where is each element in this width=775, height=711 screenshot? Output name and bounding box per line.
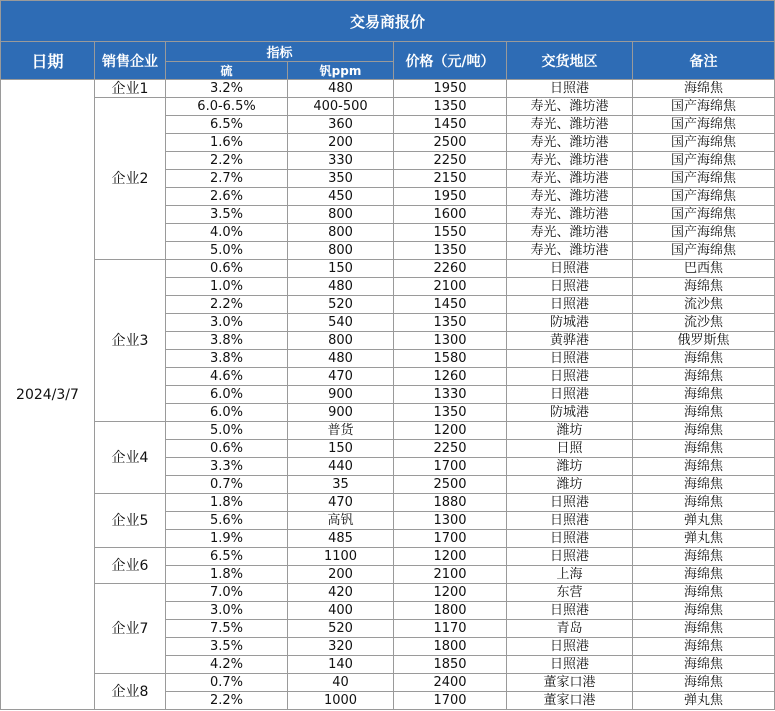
remark-cell[interactable]: 海绵焦 xyxy=(633,602,775,620)
location-cell[interactable]: 日照港 xyxy=(507,494,633,512)
remark-cell[interactable]: 国产海绵焦 xyxy=(633,242,775,260)
location-cell[interactable]: 黄骅港 xyxy=(507,332,633,350)
location-cell[interactable]: 日照港 xyxy=(507,638,633,656)
vanadium-cell[interactable]: 480 xyxy=(288,350,394,368)
header-vanadium[interactable]: 钒ppm xyxy=(288,62,394,80)
location-cell[interactable]: 日照港 xyxy=(507,530,633,548)
sulfur-cell[interactable]: 4.2% xyxy=(166,656,288,674)
vanadium-cell[interactable]: 1100 xyxy=(288,548,394,566)
price-cell[interactable]: 1450 xyxy=(394,116,507,134)
remark-cell[interactable]: 海绵焦 xyxy=(633,566,775,584)
vanadium-cell[interactable]: 330 xyxy=(288,152,394,170)
date-cell[interactable]: 2024/3/7 xyxy=(1,80,95,710)
sulfur-cell[interactable]: 2.2% xyxy=(166,692,288,710)
vanadium-cell[interactable]: 900 xyxy=(288,404,394,422)
remark-cell[interactable]: 海绵焦 xyxy=(633,80,775,98)
sulfur-cell[interactable]: 1.8% xyxy=(166,494,288,512)
sulfur-cell[interactable]: 3.5% xyxy=(166,206,288,224)
vanadium-cell[interactable]: 480 xyxy=(288,80,394,98)
vanadium-cell[interactable]: 400-500 xyxy=(288,98,394,116)
price-cell[interactable]: 1200 xyxy=(394,548,507,566)
remark-cell[interactable]: 海绵焦 xyxy=(633,476,775,494)
sulfur-cell[interactable]: 2.7% xyxy=(166,170,288,188)
remark-cell[interactable]: 国产海绵焦 xyxy=(633,152,775,170)
sulfur-cell[interactable]: 5.0% xyxy=(166,242,288,260)
location-cell[interactable]: 日照港 xyxy=(507,548,633,566)
remark-cell[interactable]: 海绵焦 xyxy=(633,350,775,368)
sulfur-cell[interactable]: 3.8% xyxy=(166,332,288,350)
sulfur-cell[interactable]: 6.0% xyxy=(166,404,288,422)
remark-cell[interactable]: 国产海绵焦 xyxy=(633,134,775,152)
price-cell[interactable]: 2250 xyxy=(394,440,507,458)
location-cell[interactable]: 日照港 xyxy=(507,656,633,674)
remark-cell[interactable]: 海绵焦 xyxy=(633,458,775,476)
location-cell[interactable]: 防城港 xyxy=(507,404,633,422)
sulfur-cell[interactable]: 0.7% xyxy=(166,674,288,692)
remark-cell[interactable]: 弹丸焦 xyxy=(633,512,775,530)
price-cell[interactable]: 2500 xyxy=(394,476,507,494)
price-cell[interactable]: 1700 xyxy=(394,530,507,548)
sulfur-cell[interactable]: 7.5% xyxy=(166,620,288,638)
location-cell[interactable]: 日照 xyxy=(507,440,633,458)
sulfur-cell[interactable]: 6.0-6.5% xyxy=(166,98,288,116)
remark-cell[interactable]: 巴西焦 xyxy=(633,260,775,278)
price-cell[interactable]: 1350 xyxy=(394,404,507,422)
price-cell[interactable]: 1350 xyxy=(394,242,507,260)
table-row xyxy=(1,260,775,278)
sulfur-cell[interactable]: 1.8% xyxy=(166,566,288,584)
price-cell[interactable]: 1200 xyxy=(394,584,507,602)
sulfur-cell[interactable]: 6.0% xyxy=(166,386,288,404)
remark-cell[interactable]: 海绵焦 xyxy=(633,386,775,404)
location-cell[interactable]: 日照港 xyxy=(507,296,633,314)
location-cell[interactable]: 董家口港 xyxy=(507,674,633,692)
header-location[interactable]: 交货地区 xyxy=(507,42,633,80)
sulfur-cell[interactable]: 2.2% xyxy=(166,296,288,314)
price-cell[interactable]: 1170 xyxy=(394,620,507,638)
price-cell[interactable]: 1700 xyxy=(394,458,507,476)
sulfur-cell[interactable]: 3.5% xyxy=(166,638,288,656)
location-cell[interactable]: 寿光、潍坊港 xyxy=(507,98,633,116)
price-cell[interactable]: 1880 xyxy=(394,494,507,512)
sulfur-cell[interactable]: 3.0% xyxy=(166,314,288,332)
vanadium-cell[interactable]: 540 xyxy=(288,314,394,332)
remark-cell[interactable]: 国产海绵焦 xyxy=(633,116,775,134)
price-cell[interactable]: 1300 xyxy=(394,512,507,530)
vanadium-cell[interactable]: 440 xyxy=(288,458,394,476)
header-company[interactable]: 销售企业 xyxy=(95,42,166,80)
header-indicator[interactable]: 指标 xyxy=(166,42,394,62)
price-cell[interactable]: 2150 xyxy=(394,170,507,188)
sulfur-cell[interactable]: 1.9% xyxy=(166,530,288,548)
company-cell[interactable]: 企业5 xyxy=(95,494,166,548)
sulfur-cell[interactable]: 5.0% xyxy=(166,422,288,440)
location-cell[interactable]: 日照港 xyxy=(507,386,633,404)
company-cell[interactable]: 企业1 xyxy=(95,80,166,98)
location-cell[interactable]: 日照港 xyxy=(507,368,633,386)
vanadium-cell[interactable]: 140 xyxy=(288,656,394,674)
remark-cell[interactable]: 海绵焦 xyxy=(633,656,775,674)
sulfur-cell[interactable]: 6.5% xyxy=(166,116,288,134)
vanadium-cell[interactable]: 800 xyxy=(288,242,394,260)
price-cell[interactable]: 2260 xyxy=(394,260,507,278)
vanadium-cell[interactable]: 1000 xyxy=(288,692,394,710)
sulfur-cell[interactable]: 3.2% xyxy=(166,80,288,98)
location-cell[interactable]: 董家口港 xyxy=(507,692,633,710)
remark-cell[interactable]: 国产海绵焦 xyxy=(633,170,775,188)
remark-cell[interactable]: 流沙焦 xyxy=(633,296,775,314)
sulfur-cell[interactable]: 4.6% xyxy=(166,368,288,386)
remark-cell[interactable]: 海绵焦 xyxy=(633,440,775,458)
price-cell[interactable]: 1950 xyxy=(394,188,507,206)
vanadium-cell[interactable]: 485 xyxy=(288,530,394,548)
price-cell[interactable]: 1580 xyxy=(394,350,507,368)
sulfur-cell[interactable]: 2.6% xyxy=(166,188,288,206)
company-cell[interactable]: 企业7 xyxy=(95,584,166,674)
header-date[interactable]: 日期 xyxy=(1,42,95,80)
remark-cell[interactable]: 国产海绵焦 xyxy=(633,98,775,116)
location-cell[interactable]: 潍坊 xyxy=(507,476,633,494)
remark-cell[interactable]: 海绵焦 xyxy=(633,584,775,602)
remark-cell[interactable]: 海绵焦 xyxy=(633,548,775,566)
vanadium-cell[interactable]: 900 xyxy=(288,386,394,404)
price-cell[interactable]: 1950 xyxy=(394,80,507,98)
location-cell[interactable]: 东营 xyxy=(507,584,633,602)
vanadium-cell[interactable]: 150 xyxy=(288,260,394,278)
price-cell[interactable]: 2500 xyxy=(394,134,507,152)
header-price[interactable]: 价格（元/吨） xyxy=(394,42,507,80)
vanadium-cell[interactable]: 200 xyxy=(288,134,394,152)
location-cell[interactable]: 日照港 xyxy=(507,278,633,296)
company-cell[interactable]: 企业8 xyxy=(95,674,166,710)
location-cell[interactable]: 上海 xyxy=(507,566,633,584)
table-body xyxy=(1,80,775,710)
company-cell[interactable]: 企业2 xyxy=(95,98,166,260)
location-cell[interactable]: 日照港 xyxy=(507,350,633,368)
remark-cell[interactable]: 国产海绵焦 xyxy=(633,206,775,224)
sulfur-cell[interactable]: 1.6% xyxy=(166,134,288,152)
remark-cell[interactable]: 海绵焦 xyxy=(633,368,775,386)
vanadium-cell[interactable]: 800 xyxy=(288,224,394,242)
vanadium-cell[interactable]: 360 xyxy=(288,116,394,134)
vanadium-cell[interactable]: 800 xyxy=(288,332,394,350)
remark-cell[interactable]: 流沙焦 xyxy=(633,314,775,332)
vanadium-cell[interactable]: 40 xyxy=(288,674,394,692)
vanadium-cell[interactable]: 320 xyxy=(288,638,394,656)
remark-cell[interactable]: 海绵焦 xyxy=(633,494,775,512)
location-cell[interactable]: 青岛 xyxy=(507,620,633,638)
sulfur-cell[interactable]: 0.6% xyxy=(166,440,288,458)
price-cell[interactable]: 1300 xyxy=(394,332,507,350)
location-cell[interactable]: 寿光、潍坊港 xyxy=(507,224,633,242)
price-cell[interactable]: 1350 xyxy=(394,314,507,332)
company-cell[interactable]: 企业4 xyxy=(95,422,166,494)
vanadium-cell[interactable]: 800 xyxy=(288,206,394,224)
header-sulfur[interactable]: 硫 xyxy=(166,62,288,80)
remark-cell[interactable]: 弹丸焦 xyxy=(633,692,775,710)
location-cell[interactable]: 日照港 xyxy=(507,512,633,530)
price-cell[interactable]: 2400 xyxy=(394,674,507,692)
vanadium-cell[interactable]: 520 xyxy=(288,620,394,638)
location-cell[interactable]: 寿光、潍坊港 xyxy=(507,116,633,134)
price-cell[interactable]: 1800 xyxy=(394,638,507,656)
location-cell[interactable]: 寿光、潍坊港 xyxy=(507,188,633,206)
price-cell[interactable]: 1200 xyxy=(394,422,507,440)
vanadium-cell[interactable]: 350 xyxy=(288,170,394,188)
price-cell[interactable]: 1550 xyxy=(394,224,507,242)
table-row xyxy=(1,98,775,116)
sulfur-cell[interactable]: 4.0% xyxy=(166,224,288,242)
vanadium-cell[interactable]: 420 xyxy=(288,584,394,602)
location-cell[interactable]: 寿光、潍坊港 xyxy=(507,206,633,224)
price-cell[interactable]: 2250 xyxy=(394,152,507,170)
sulfur-cell[interactable]: 6.5% xyxy=(166,548,288,566)
price-cell[interactable]: 1350 xyxy=(394,98,507,116)
sulfur-cell[interactable]: 2.2% xyxy=(166,152,288,170)
remark-cell[interactable]: 国产海绵焦 xyxy=(633,224,775,242)
vanadium-cell[interactable]: 470 xyxy=(288,494,394,512)
location-cell[interactable]: 潍坊 xyxy=(507,458,633,476)
sulfur-cell[interactable]: 3.8% xyxy=(166,350,288,368)
location-cell[interactable]: 日照港 xyxy=(507,80,633,98)
remark-cell[interactable]: 海绵焦 xyxy=(633,620,775,638)
remark-cell[interactable]: 弹丸焦 xyxy=(633,530,775,548)
price-cell[interactable]: 1850 xyxy=(394,656,507,674)
price-cell[interactable]: 1260 xyxy=(394,368,507,386)
header-row-1 xyxy=(1,42,775,62)
location-cell[interactable]: 日照港 xyxy=(507,602,633,620)
sulfur-cell[interactable]: 0.7% xyxy=(166,476,288,494)
vanadium-cell[interactable]: 470 xyxy=(288,368,394,386)
sulfur-cell[interactable]: 5.6% xyxy=(166,512,288,530)
remark-cell[interactable]: 海绵焦 xyxy=(633,404,775,422)
remark-cell[interactable]: 海绵焦 xyxy=(633,278,775,296)
table-row xyxy=(1,584,775,602)
table-row xyxy=(1,548,775,566)
vanadium-cell[interactable]: 200 xyxy=(288,566,394,584)
location-cell[interactable]: 寿光、潍坊港 xyxy=(507,242,633,260)
location-cell[interactable]: 寿光、潍坊港 xyxy=(507,134,633,152)
vanadium-cell[interactable]: 520 xyxy=(288,296,394,314)
table-row xyxy=(1,422,775,440)
price-cell[interactable]: 1800 xyxy=(394,602,507,620)
price-cell[interactable]: 1450 xyxy=(394,296,507,314)
remark-cell[interactable]: 海绵焦 xyxy=(633,422,775,440)
price-cell[interactable]: 2100 xyxy=(394,566,507,584)
sulfur-cell[interactable]: 0.6% xyxy=(166,260,288,278)
table-title[interactable]: 交易商报价 xyxy=(1,1,775,42)
vanadium-cell[interactable]: 480 xyxy=(288,278,394,296)
company-cell[interactable]: 企业6 xyxy=(95,548,166,584)
header-remark[interactable]: 备注 xyxy=(633,42,775,80)
title-row xyxy=(1,1,775,42)
location-cell[interactable]: 防城港 xyxy=(507,314,633,332)
vanadium-cell[interactable]: 450 xyxy=(288,188,394,206)
location-cell[interactable]: 潍坊 xyxy=(507,422,633,440)
price-cell[interactable]: 1700 xyxy=(394,692,507,710)
vanadium-cell[interactable]: 35 xyxy=(288,476,394,494)
vanadium-cell[interactable]: 高钒 xyxy=(288,512,394,530)
remark-cell[interactable]: 俄罗斯焦 xyxy=(633,332,775,350)
table-row xyxy=(1,80,775,98)
sulfur-cell[interactable]: 3.0% xyxy=(166,602,288,620)
vanadium-cell[interactable]: 150 xyxy=(288,440,394,458)
vanadium-cell[interactable]: 400 xyxy=(288,602,394,620)
price-cell[interactable]: 1330 xyxy=(394,386,507,404)
sulfur-cell[interactable]: 1.0% xyxy=(166,278,288,296)
vanadium-cell[interactable]: 普货 xyxy=(288,422,394,440)
table-row xyxy=(1,494,775,512)
location-cell[interactable]: 寿光、潍坊港 xyxy=(507,170,633,188)
remark-cell[interactable]: 海绵焦 xyxy=(633,674,775,692)
company-cell[interactable]: 企业3 xyxy=(95,260,166,422)
sulfur-cell[interactable]: 3.3% xyxy=(166,458,288,476)
remark-cell[interactable]: 国产海绵焦 xyxy=(633,188,775,206)
sulfur-cell[interactable]: 7.0% xyxy=(166,584,288,602)
location-cell[interactable]: 日照港 xyxy=(507,260,633,278)
location-cell[interactable]: 寿光、潍坊港 xyxy=(507,152,633,170)
table-row xyxy=(1,674,775,692)
remark-cell[interactable]: 海绵焦 xyxy=(633,638,775,656)
price-cell[interactable]: 1600 xyxy=(394,206,507,224)
price-cell[interactable]: 2100 xyxy=(394,278,507,296)
